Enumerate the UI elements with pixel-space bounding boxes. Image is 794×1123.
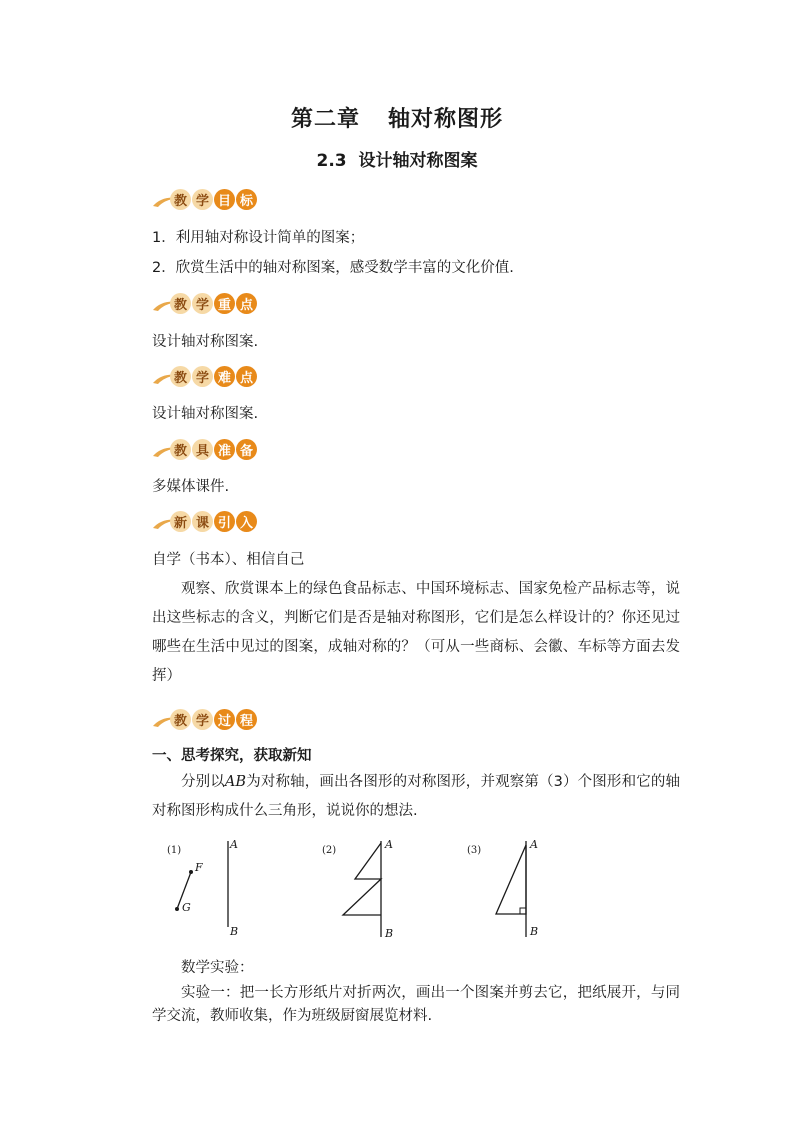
figure-3: [460, 835, 560, 945]
point-a-label: A: [230, 838, 238, 851]
badge-char: 教: [170, 189, 191, 210]
badge-char: 标: [236, 189, 257, 210]
experiment-label-line: 数学实验：: [181, 960, 254, 976]
badge-process: [152, 708, 262, 732]
part1-paragraph: [152, 768, 680, 826]
point-f: [189, 870, 193, 874]
goal-item-1: 1．利用轴对称设计简单的图案；: [152, 230, 365, 246]
badge-goals: [152, 188, 262, 212]
badge-char: 入: [236, 511, 257, 532]
badge-char: 学: [192, 293, 213, 314]
zigzag-shape: [343, 843, 381, 915]
badge-char: 学: [192, 709, 213, 730]
figure-2-number: (2): [322, 845, 337, 856]
figure-2: [315, 835, 415, 945]
point-g: [175, 907, 179, 911]
badge-char: 新: [170, 511, 191, 532]
badge-char: 过: [214, 709, 235, 730]
point-a-label: A: [385, 838, 393, 851]
section-number: 2.3: [316, 151, 347, 171]
badge-char: 具: [192, 439, 213, 460]
difficulties-text: 设计轴对称图案.: [152, 406, 259, 422]
section-title: [0, 146, 794, 171]
point-g-label: G: [182, 901, 191, 914]
goal-item-2: 2．欣赏生活中的轴对称图案，感受数学丰富的文化价值.: [152, 260, 514, 276]
right-angle-mark: [520, 908, 526, 914]
figure-3-number: (3): [467, 845, 482, 856]
badge-char: 引: [214, 511, 235, 532]
badge-char: 难: [214, 366, 235, 387]
point-f-label: F: [195, 861, 203, 874]
badge-difficulties: [152, 365, 262, 389]
badge-char: 点: [236, 293, 257, 314]
intro-paragraph: 观察、欣赏课本上的绿色食品标志、中国环境标志、国家免检产品标志等，说出这些标志的含义，判断它们是否是轴对称图形，它们是怎么样设计的？你还见过哪些在生活中见过的图案，成轴对称的？（可从一些商标、会徽、车标等方面去发挥）: [152, 581, 680, 684]
badge-char: 教: [170, 709, 191, 730]
tools-text: 多媒体课件.: [152, 479, 230, 495]
part1-pre: 分别以: [181, 774, 225, 790]
badge-char: 点: [236, 366, 257, 387]
badge-char: 备: [236, 439, 257, 460]
badge-char: 重: [214, 293, 235, 314]
badge-char: 学: [192, 189, 213, 210]
badge-char: 课: [192, 511, 213, 532]
point-b-label: B: [530, 925, 539, 938]
badge-char: 准: [214, 439, 235, 460]
part1-post: 为对称轴，画出各图形的对称图形，并观察第（3）个图形和它的轴对称图形构成什么三角形，说说你的想法.: [152, 774, 680, 819]
badge-tools: [152, 438, 262, 462]
experiment-1: 实验一：把一长方形纸片对折两次，画出一个图案并剪去它，把纸展开，与同学交流，教师收集，作为班级厨窗展览材料.: [152, 985, 680, 1024]
axis-label: AB: [224, 774, 247, 790]
badge-char: 目: [214, 189, 235, 210]
point-a-label: A: [530, 838, 538, 851]
chapter-number: 第二章: [290, 107, 360, 132]
figure-1-number: (1): [167, 845, 182, 856]
badge-char: 教: [170, 439, 191, 460]
chapter-title: [0, 102, 794, 133]
badge-char: 学: [192, 366, 213, 387]
badge-intro: [152, 510, 262, 534]
key-points-text: 设计轴对称图案.: [152, 334, 259, 350]
chapter-name: 轴对称图形: [388, 107, 504, 132]
section-name: 设计轴对称图案: [358, 151, 478, 171]
badge-char: 教: [170, 366, 191, 387]
point-b-label: B: [385, 927, 394, 940]
right-triangle: [496, 845, 526, 914]
badge-key-points: [152, 292, 262, 316]
point-b-label: B: [230, 925, 239, 938]
intro-heading: 自学（书本）、相信自己: [152, 552, 305, 568]
badge-char: 程: [236, 709, 257, 730]
part1-heading: 一、思考探究，获取新知: [152, 748, 312, 764]
figure-1: [160, 835, 260, 945]
badge-char: 教: [170, 293, 191, 314]
